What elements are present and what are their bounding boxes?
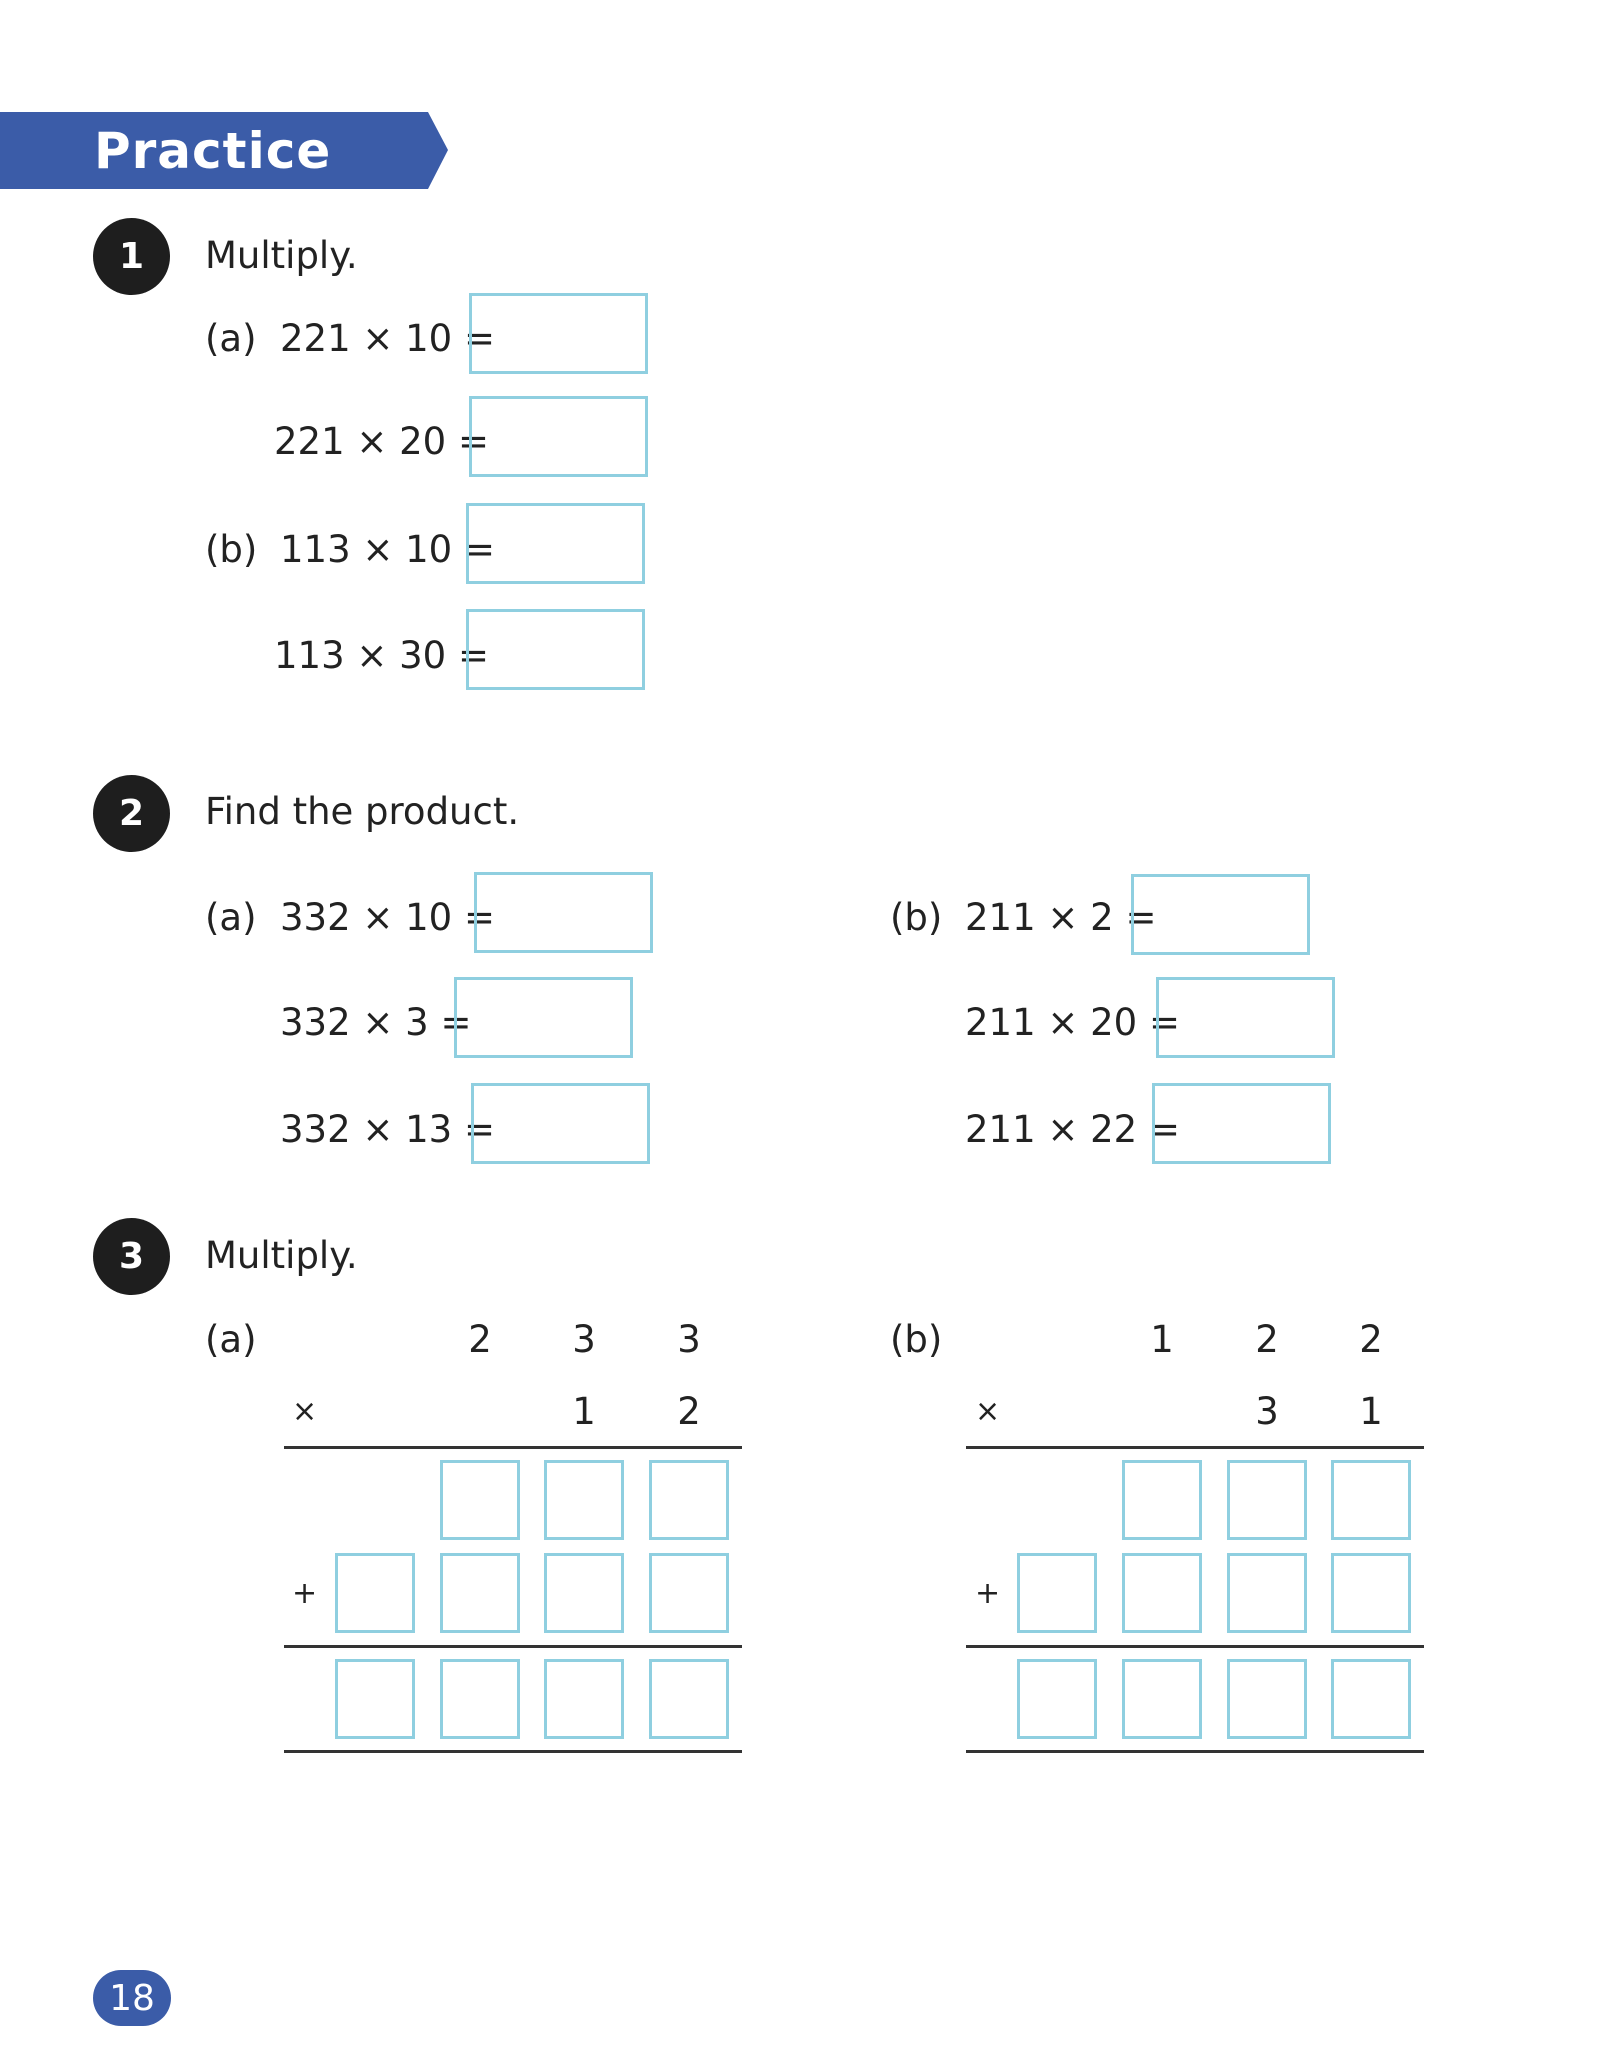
q3a-partial2-cell[interactable] [440, 1553, 520, 1633]
q3b-top-digit: 1 [1150, 1318, 1174, 1361]
q3b-partial2-cell[interactable] [1331, 1553, 1411, 1633]
q3b-top-digit: 2 [1255, 1318, 1279, 1361]
q1a-answer-2[interactable] [469, 396, 648, 477]
q3b-rule [966, 1645, 1424, 1648]
q3a-top-digit: 3 [572, 1318, 596, 1361]
q1a-line1: 221 × 10 = [280, 317, 495, 360]
q3a-label: (a) [205, 1318, 257, 1361]
banner-title: Practice [94, 122, 332, 180]
q3a-partial2-cell[interactable] [544, 1553, 624, 1633]
q2a-answer-1[interactable] [474, 872, 653, 953]
q3a-partial1-cell[interactable] [544, 1460, 624, 1540]
q3a-result-cell[interactable] [649, 1659, 729, 1739]
question-1-instruction: Multiply. [205, 234, 358, 277]
q2a-line3: 332 × 13 = [280, 1108, 495, 1151]
q1a-answer-1[interactable] [469, 293, 648, 374]
q3b-top-digit: 2 [1359, 1318, 1383, 1361]
q2a-line2: 332 × 3 = [280, 1001, 472, 1044]
q3a-rule [284, 1750, 742, 1753]
q2b-line3: 211 × 22 = [965, 1108, 1180, 1151]
q3a-times-sign: × [292, 1394, 318, 1429]
q3a-partial1-cell[interactable] [649, 1460, 729, 1540]
q3a-partial2-cell[interactable] [335, 1553, 415, 1633]
q2b-answer-3[interactable] [1152, 1083, 1331, 1164]
question-2-instruction: Find the product. [205, 790, 520, 833]
q3b-partial1-cell[interactable] [1227, 1460, 1307, 1540]
question-2-number: 2 [93, 775, 170, 852]
q3b-rule [966, 1446, 1424, 1449]
q1b-label: (b) [205, 528, 258, 571]
q3b-label: (b) [890, 1318, 943, 1361]
q3b-rule [966, 1750, 1424, 1753]
q3a-result-cell[interactable] [544, 1659, 624, 1739]
q3b-result-cell[interactable] [1017, 1659, 1097, 1739]
q1a-label: (a) [205, 317, 257, 360]
question-1-number: 1 [93, 218, 170, 295]
q3a-top-digit: 2 [468, 1318, 492, 1361]
q2a-label: (a) [205, 896, 257, 939]
q2b-answer-2[interactable] [1156, 977, 1335, 1058]
q3b-bottom-digit: 1 [1359, 1390, 1383, 1433]
q2b-line1: 211 × 2 = [965, 896, 1157, 939]
question-3-instruction: Multiply. [205, 1234, 358, 1277]
q3a-result-cell[interactable] [440, 1659, 520, 1739]
q1b-answer-1[interactable] [466, 503, 645, 584]
q2b-label: (b) [890, 896, 943, 939]
q2a-line1: 332 × 10 = [280, 896, 495, 939]
q3a-partial1-cell[interactable] [440, 1460, 520, 1540]
q3b-result-cell[interactable] [1331, 1659, 1411, 1739]
q3b-partial2-cell[interactable] [1017, 1553, 1097, 1633]
q3b-bottom-digit: 3 [1255, 1390, 1279, 1433]
q1a-line2: 221 × 20 = [274, 420, 489, 463]
q2b-answer-1[interactable] [1131, 874, 1310, 955]
q3b-result-cell[interactable] [1122, 1659, 1202, 1739]
q3a-rule [284, 1446, 742, 1449]
q3a-result-cell[interactable] [335, 1659, 415, 1739]
q3a-partial2-cell[interactable] [649, 1553, 729, 1633]
q3a-top-digit: 3 [677, 1318, 701, 1361]
q3b-partial2-cell[interactable] [1227, 1553, 1307, 1633]
q3a-bottom-digit: 2 [677, 1390, 701, 1433]
q3a-bottom-digit: 1 [572, 1390, 596, 1433]
q3b-partial1-cell[interactable] [1122, 1460, 1202, 1540]
page-number-badge: 18 [93, 1970, 171, 2026]
q3b-partial2-cell[interactable] [1122, 1553, 1202, 1633]
q2b-line2: 211 × 20 = [965, 1001, 1180, 1044]
q1b-line2: 113 × 30 = [274, 634, 489, 677]
q3b-result-cell[interactable] [1227, 1659, 1307, 1739]
q3a-plus-sign: + [292, 1576, 318, 1611]
q2a-answer-2[interactable] [454, 977, 633, 1058]
q1b-answer-2[interactable] [466, 609, 645, 690]
q1b-line1: 113 × 10 = [280, 528, 495, 571]
q2a-answer-3[interactable] [471, 1083, 650, 1164]
question-3-number: 3 [93, 1218, 170, 1295]
q3a-rule [284, 1645, 742, 1648]
q3b-partial1-cell[interactable] [1331, 1460, 1411, 1540]
q3b-plus-sign: + [975, 1576, 1001, 1611]
q3b-times-sign: × [975, 1394, 1001, 1429]
